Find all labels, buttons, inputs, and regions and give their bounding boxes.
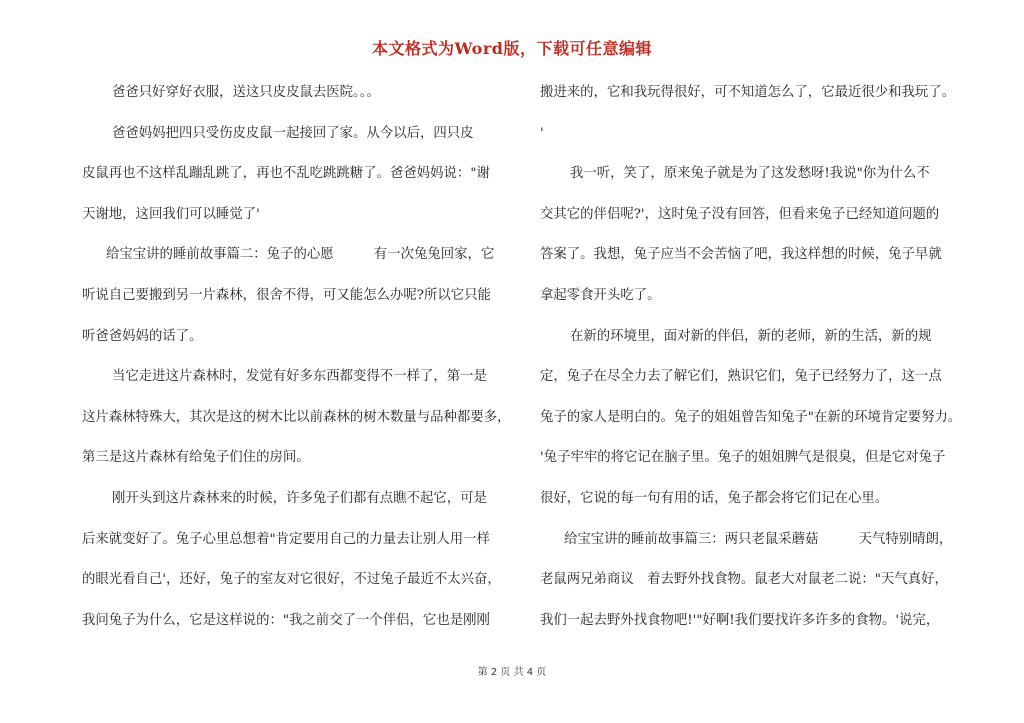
- paragraph-line: 的眼光看自己'，还好，兔子的室友对它很好，不过兔子最近不太兴奋，: [82, 572, 501, 588]
- paragraph-line: 第三是这片森林有给兔子们住的房间。: [82, 450, 310, 466]
- section-heading-line: 给宝宝讲的睡前故事篇三：两只老鼠采蘑菇 天气特别晴朗，: [564, 531, 953, 547]
- left-column: [82, 80, 512, 648]
- paragraph-line: 爸爸妈妈把四只受伤皮皮鼠一起接回了家。从今以后，四只皮: [112, 125, 474, 141]
- paragraph-line: 天谢地，这回我们可以睡觉了': [82, 206, 260, 222]
- paragraph-line: 我问兔子为什么，它是这样说的："我之前交了一个伴侣，它也是刚刚: [82, 612, 490, 628]
- paragraph-line: 听说自己要搬到另一片森林，很舍不得，可又能怎么办呢?所以它只能: [82, 287, 491, 303]
- paragraph-line: 刚开头到这片森林来的时候，许多兔子们都有点瞧不起它，可是: [112, 490, 487, 506]
- paragraph-line: 听爸爸妈妈的话了。: [82, 328, 203, 344]
- paragraph-line: 答案了。我想，兔子应当不会苦恼了吧，我这样想的时候，兔子早就: [540, 247, 942, 263]
- paragraph-line: 拿起零食开头吃了。: [540, 287, 661, 303]
- paragraph-line: 在新的环境里，面对新的伴侣，新的老师，新的生活，新的规: [570, 328, 932, 344]
- right-column: [540, 80, 970, 648]
- paragraph-line: 这片森林特殊大，其次是这的树木比以前森林的树木数量与品种都要多，: [82, 409, 511, 425]
- page-number: 第 2 页 共 4 页: [477, 667, 547, 678]
- paragraph-line: ': [540, 125, 544, 141]
- paragraph-line: 我一听，笑了，原来兔子就是为了这发愁呀!我说"你为什么不: [570, 166, 930, 182]
- paragraph-line: 交其它的伴侣呢?'，这时兔子没有回答，但看来兔子已经知道问题的: [540, 206, 940, 222]
- section-heading-line: 给宝宝讲的睡前故事篇二：兔子的心愿 有一次兔兔回家，它: [106, 247, 495, 263]
- paragraph-line: 很好，它说的每一句有用的话，兔子都会将它们记在心里。: [540, 490, 889, 506]
- paragraph-line: 后来就变好了。兔子心里总想着"肯定要用自己的力量去让别人用一样: [82, 531, 490, 547]
- paragraph-line: '兔子牢牢的将它记在脑子里。兔子的姐姐脾气是很臭，但是它对兔子: [540, 450, 946, 466]
- paragraph-line: 当它走进这片森林时，发觉有好多东西都变得不一样了，第一是: [112, 369, 487, 385]
- paragraph-line: 爸爸只好穿好衣服，送这只皮皮鼠去医院。。。: [112, 85, 380, 100]
- paragraph-line: 兔子的家人是明白的。兔子的姐姐曾告知兔子"在新的环境肯定要努力。: [540, 409, 962, 425]
- paragraph-line: 皮鼠再也不这样乱蹦乱跳了，再也不乱吃跳跳糖了。爸爸妈妈说："谢: [82, 166, 490, 182]
- page-title: 本文格式为Word版，下载可任意编辑: [372, 39, 652, 58]
- paragraph-line: 我们一起去野外找食物吧!'"好啊!我们要找许多许多的食物。'说完，: [540, 612, 940, 628]
- paragraph-line: 搬进来的，它和我玩得很好，可不知道怎么了，它最近很少和我玩了。: [540, 85, 956, 100]
- paragraph-line: 定，兔子在尽全力去了解它们，熟识它们，兔子已经努力了，这一点: [540, 369, 942, 385]
- paragraph-line: 老鼠两兄弟商议 着去野外找食物。鼠老大对鼠老二说："天气真好，: [540, 572, 948, 588]
